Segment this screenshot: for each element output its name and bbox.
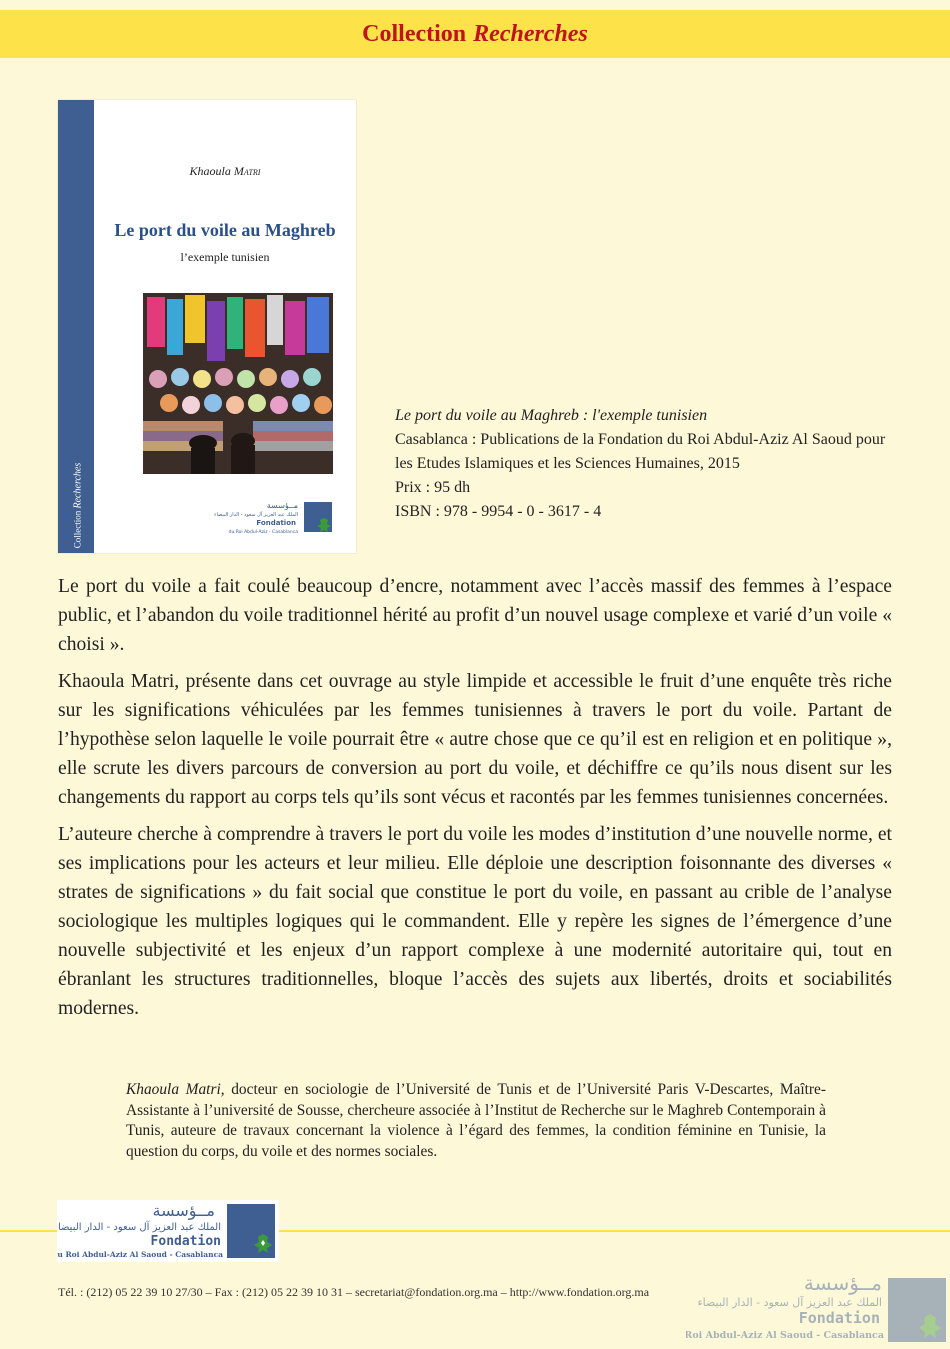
bib-publisher: Casablanca : Publications de la Fondation du Roi Abdul-Aziz Al Saoud pour les Etudes Islamiques et les Sciences Humaines, 2015 xyxy=(395,431,886,472)
contact-line: Tél. : (212) 05 22 39 10 27/30 – Fax : (212) 05 22 39 10 31 – secretariat@fondation.org.ma – http://www.fondation.org.ma xyxy=(58,1285,650,1299)
fondation-logo-right xyxy=(686,1272,950,1344)
svg-text:Fondation: Fondation xyxy=(798,1309,880,1327)
svg-text:مــؤسسة: مــؤسسة xyxy=(152,1201,215,1220)
bib-price: Prix : 95 dh xyxy=(395,479,471,496)
market-photo-illustration xyxy=(143,293,333,474)
svg-text:الملك عبد العزيز آل سعود - الد: الملك عبد العزيز آل سعود - الدار البيضاء xyxy=(697,1296,882,1309)
banner-collection-name: Recherches xyxy=(473,20,588,47)
fondation-logo-left xyxy=(57,1200,279,1262)
collection-banner xyxy=(0,10,950,58)
bib-isbn: ISBN : 978 - 9954 - 0 - 3617 - 4 xyxy=(395,503,602,520)
bio-author-name: Khaoula Matri xyxy=(126,1081,221,1098)
book-cover xyxy=(58,100,356,553)
cover-title: Le port du voile au Maghreb xyxy=(114,220,336,240)
description-paragraph-1: Le port du voile a fait coulé beaucoup d’encre, notamment avec l’accès massif des femmes à l’espace public, et l’abandon du voile traditionnel hérité au profit d’un nouvel usage complexe et varié d’un voile « choisi ». xyxy=(58,576,892,655)
spine-label: Collection Recherches xyxy=(72,462,84,549)
fondation-logo-mark-right xyxy=(686,1272,950,1344)
svg-text:du Roi Abdul-Aziz Al Saoud - C: du Roi Abdul-Aziz Al Saoud - Casablanca xyxy=(57,1250,223,1259)
svg-text:مــؤسسة: مــؤسسة xyxy=(266,501,298,510)
fondation-logo-mark-left xyxy=(57,1200,279,1262)
svg-text:مــؤسسة: مــؤسسة xyxy=(803,1272,882,1295)
fondation-logo-mark xyxy=(188,498,338,538)
description-paragraph-3: L’auteure cherche à comprendre à travers le port du voile les modes d’institution d’une nouvelle norme, et ses implications pour les acteurs et leur milieu. Elle déploie une description foisonnante des diverses « strates de significations » du fait social que constitue le port du voile, en passant au crible de l’analyse sociologique les multiples logiques qui le commandent. Elle y repère les signes de l’émergence d’une nouvelle subjectivité et les enjeux d’un rapport complexe à une modernité autoritaire qui, tout en ébranlant les structures traditionnelles, bloque l’accès des sujets aux libertés, droits et sociabilités modernes. xyxy=(58,824,892,1019)
svg-text:Fondation: Fondation xyxy=(256,519,296,527)
cover-fondation-logo xyxy=(188,498,338,538)
bibliographic-info xyxy=(395,404,895,524)
svg-text:الملك عبد العزيز آل سعود - الد: الملك عبد العزيز آل سعود - الدار البيضاء xyxy=(57,1222,221,1233)
book-description xyxy=(58,572,892,1031)
svg-text:du Roi Abdul-Aziz Al Saoud - C: du Roi Abdul-Aziz Al Saoud - Casablanca xyxy=(686,1330,884,1341)
author-bio xyxy=(126,1080,826,1162)
bio-text: , docteur en sociologie de l’Université de Tunis et de l’Université Paris V-Descartes, Maître-Assistante à l’université de Sousse, chercheure associée à l’Institut de Recherche sur le Maghreb Contemporain à Tunis, auteure de travaux concernant la violence à l’égard des femmes, la condition féminine en Tunisie, la question du corps, du voile et des normes sociales. xyxy=(126,1081,826,1160)
cover-photo xyxy=(143,293,333,474)
svg-text:الملك عبد العزيز آل سعود - الد: الملك عبد العزيز آل سعود - الدار البيضاء xyxy=(214,512,298,518)
cover-subtitle: l’exemple tunisien xyxy=(180,250,270,264)
svg-text:Fondation: Fondation xyxy=(150,1234,221,1249)
svg-text:du Roi Abdul-Aziz - Casablanca: du Roi Abdul-Aziz - Casablanca xyxy=(228,530,298,535)
cover-author: Khaoula Matri xyxy=(189,164,261,178)
banner-prefix: Collection xyxy=(362,20,467,47)
bib-title: Le port du voile au Maghreb : l'exemple tunisien xyxy=(395,407,708,424)
description-paragraph-2: Khaoula Matri, présente dans cet ouvrage au style limpide et accessible le fruit d’une enquête très riche sur les significations véhiculées par les femmes tunisiennes à travers le port du voile. Partant de l’hypothèse selon laquelle le voile pourrait être « autre chose que ce qu’il est en religion et en politique », elle scrute les divers parcours de conversion au port du voile, et déchiffre ce qu’ils nous disent sur les changements du rapport au corps tels qu’ils sont vécus et racontés par les femmes tunisiennes concernées. xyxy=(58,671,892,808)
